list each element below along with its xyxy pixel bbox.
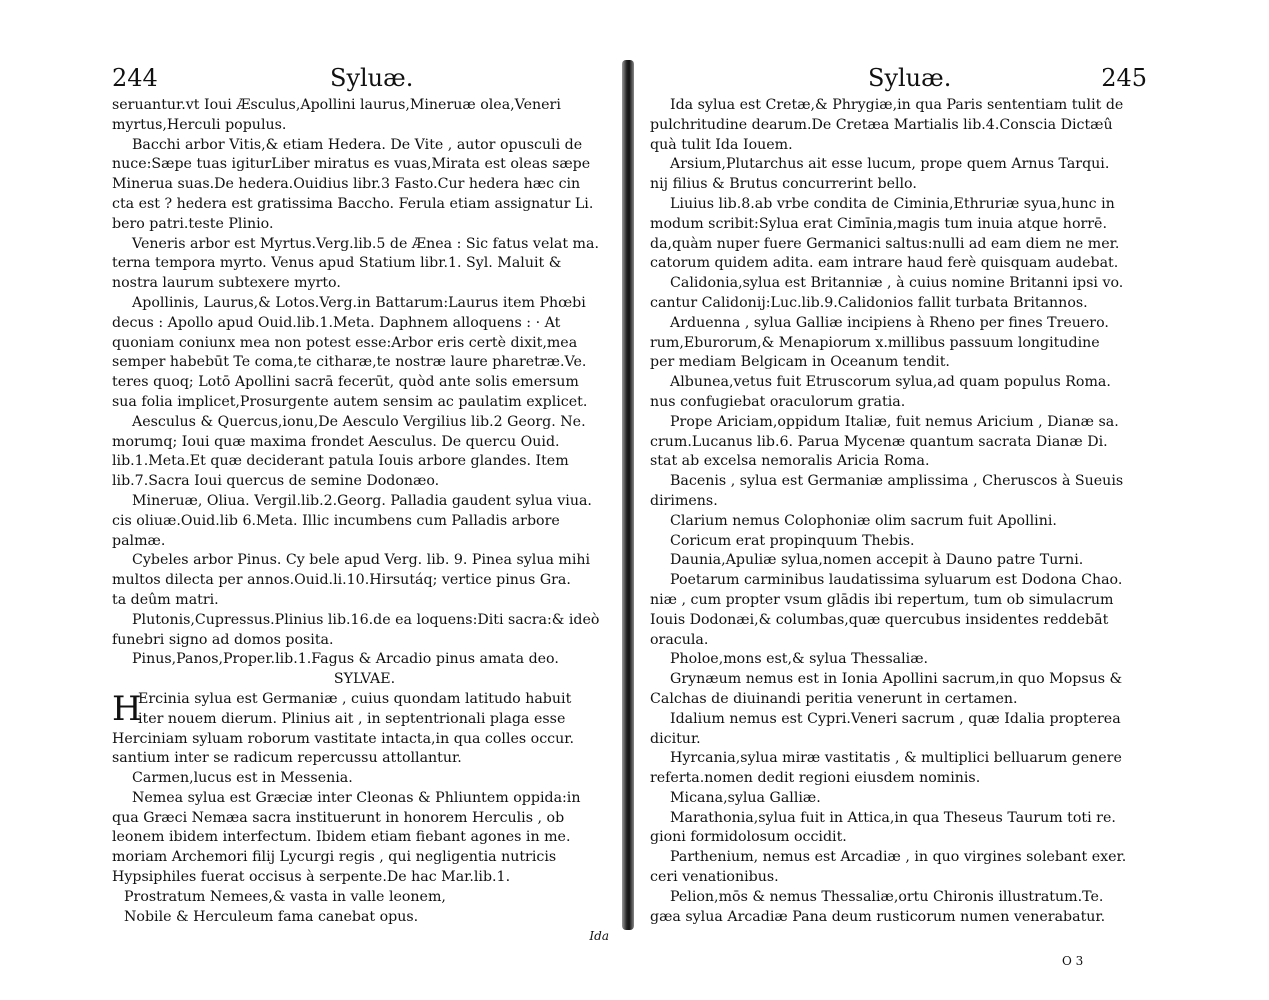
text-line: stat ab excelsa nemoralis Aricia Roma. bbox=[650, 453, 930, 470]
text-line: cis oliuæ.Ouid.lib 6.Meta. Illic incumbens cum Palladis arbore bbox=[112, 512, 560, 529]
text-line: Prope Ariciam,oppidum Italiæ, fuit nemus Aricium , Dianæ sa. bbox=[670, 413, 1119, 430]
left-page bbox=[112, 62, 617, 943]
text-line: Hyrcania,sylua miræ vastitatis , & multiplici belluarum genere bbox=[670, 750, 1122, 767]
text-line: Veneris arbor est Myrtus.Verg.lib.5 de Ænea : Sic fatus velat ma. bbox=[132, 235, 599, 252]
text-line: referta.nomen dedit regioni eiusdem nominis. bbox=[650, 770, 981, 787]
text-line: morumq; Ioui quæ maxima frondet Aesculus. De quercu Ouid. bbox=[112, 433, 560, 450]
text-line: Carmen,lucus est in Messenia. bbox=[132, 770, 353, 787]
text-line: dicitur. bbox=[650, 730, 701, 747]
text-line: catorum quidem adita. eam intrare haud ferè quisquam audebat. bbox=[650, 255, 1119, 272]
left-page-text bbox=[112, 96, 617, 927]
page-number-left: 244 bbox=[112, 64, 158, 92]
text-line: Arduenna , sylua Galliæ incipiens à Rheno per fines Treuero. bbox=[670, 314, 1109, 331]
text-line: gæa sylua Arcadiæ Pana deum rusticorum numen venerabatur. bbox=[650, 908, 1106, 925]
text-line: Prostratum Nemees,& vasta in valle leonem, bbox=[124, 888, 446, 905]
text-line-content: Ercinia sylua est Germaniæ , cuius quondam latitudo habuit bbox=[138, 690, 572, 707]
text-line: Bacchi arbor Vitis,& etiam Hedera. De Vite , autor opusculi de bbox=[132, 136, 583, 153]
text-line: modum scribit:Sylua erat Cimīnia,magis tum inuia atque horrē. bbox=[650, 215, 1107, 232]
text-line: nij filius & Brutus concurrerint bello. bbox=[650, 176, 917, 193]
text-line: quà tulit Ida Iouem. bbox=[650, 136, 793, 153]
text-line: SYLVAE. bbox=[333, 671, 396, 688]
text-line: funebri signo ad domos posita. bbox=[112, 631, 334, 648]
text-line: palmæ. bbox=[112, 532, 166, 549]
text-line: Plutonis,Cupressus.Plinius lib.16.de ea loquens:Diti sacra:& ideò bbox=[132, 611, 600, 628]
text-line: semper habebūt Te coma,te citharæ,te nostræ laure pharetræ.Ve. bbox=[112, 354, 587, 371]
text-line: leonem ibidem interfectum. Ibidem etiam fiebant agones in me. bbox=[112, 829, 571, 846]
text-line: teres quoq; Lotō Apollini sacrā fecerūt, quòd ante solis emersum bbox=[112, 374, 579, 391]
text-line: Herciniam syluam roborum vastitate intacta,in qua colles occur. bbox=[112, 730, 574, 747]
text-line: gioni formidolosum occidit. bbox=[650, 829, 847, 846]
text-line: niæ , cum propter vsum glādis ibi repertum, tum ob simulacrum bbox=[650, 591, 1114, 608]
right-page-text bbox=[650, 96, 1135, 927]
text-line: Clarium nemus Colophoniæ olim sacrum fuit Apollini. bbox=[670, 512, 1057, 529]
running-head-left: Syluæ. bbox=[330, 64, 414, 92]
text-line: Aesculus & Quercus,ionu,De Aesculo Vergilius lib.2 Georg. Ne. bbox=[132, 413, 586, 430]
text-line: myrtus,Herculi populus. bbox=[112, 116, 287, 133]
text-line: dirimens. bbox=[650, 492, 718, 509]
text-line: ceri venationibus. bbox=[650, 869, 779, 886]
text-line: Parthenium, nemus est Arcadiæ , in quo virgines solebant exer. bbox=[670, 849, 1127, 866]
text-line: cta est ? hedera est gratissima Baccho. Ferula etiam assignatur Li. bbox=[112, 195, 594, 212]
text-line: Liuius lib.8.ab vrbe condita de Ciminia,Ethruriæ syua,hunc in bbox=[670, 195, 1115, 212]
text-line: Micana,sylua Galliæ. bbox=[670, 789, 821, 806]
running-head-right: Syluæ. bbox=[868, 64, 952, 92]
text-line: bero patri.teste Plinio. bbox=[112, 215, 274, 232]
text-line: nuce:Sæpe tuas igiturLiber miratus es vuas,Mirata est oleas sæpe bbox=[112, 156, 591, 173]
text-line: Nemea sylua est Græciæ inter Cleonas & Phliuntem oppida:in bbox=[132, 789, 581, 806]
text-line: crum.Lucanus lib.6. Parua Mycenæ quantum sacrata Dianæ Di. bbox=[650, 433, 1108, 450]
text-line: Calchas de diuinandi peritia venerunt in certamen. bbox=[650, 690, 1018, 707]
catchword: Ida bbox=[589, 929, 609, 944]
right-page bbox=[650, 62, 1147, 968]
text-line: Daunia,Apuliæ sylua,nomen accepit à Dauno patre Turni. bbox=[670, 552, 1084, 569]
text-line: Arsium,Plutarchus ait esse lucum, prope quem Arnus Tarqui. bbox=[670, 156, 1110, 173]
text-line: nostra laurum subtexere myrto. bbox=[112, 275, 341, 292]
text-line: ta deûm matri. bbox=[112, 591, 219, 608]
right-page-header bbox=[650, 62, 1147, 94]
text-line: Mineruæ, Oliua. Vergil.lib.2.Georg. Palladia gaudent sylua viua. bbox=[132, 492, 592, 509]
text-line: Albunea,vetus fuit Etruscorum sylua,ad quam populus Roma. bbox=[670, 374, 1111, 391]
text-line: multos dilecta per annos.Ouid.li.10.Hirsutáq; vertice pinus Gra. bbox=[112, 572, 571, 589]
text-line: Iouis Dodonæi,& columbas,quæ quercubus insidentes reddebāt bbox=[650, 611, 1109, 628]
signature-mark: O 3 bbox=[1062, 954, 1084, 968]
left-page-header bbox=[112, 62, 617, 94]
text-line-content: iter nouem dierum. Plinius ait , in septentrionali plaga esse bbox=[138, 710, 566, 727]
text-line: quoniam coniunx mea non potest esse:Arbor eris certè dixit,mea bbox=[112, 334, 578, 351]
text-line: Poetarum carminibus laudatissima syluarum est Dodona Chao. bbox=[670, 572, 1123, 589]
text-line: decus : Apollo apud Ouid.lib.1.Meta. Daphnem alloquens : · At bbox=[112, 314, 561, 331]
text-line: terna tempora myrto. Venus apud Statium libr.1. Syl. Maluit & bbox=[112, 255, 562, 272]
text-line: per mediam Belgicam in Oceanum tendit. bbox=[650, 354, 950, 371]
text-line: moriam Archemori filij Lycurgi regis , qui negligentia nutricis bbox=[112, 849, 557, 866]
text-line: Pinus,Panos,Proper.lib.1.Fagus & Arcadio pinus amata deo. bbox=[132, 651, 559, 668]
text-line: Cybeles arbor Pinus. Cy bele apud Verg. lib. 9. Pinea sylua mihi bbox=[132, 552, 591, 569]
text-line: sua folia implicet,Prosurgente autem sensim ac paulatim explicet. bbox=[112, 393, 588, 410]
text-line: Nobile & Herculeum fama canebat opus. bbox=[124, 908, 419, 925]
text-line bbox=[112, 710, 617, 730]
text-line: lib.1.Meta.Et quæ deciderant patula Iouis arbore glandes. Item bbox=[112, 453, 569, 470]
text-line: Hypsiphiles fuerat occisus à serpente.De hac Mar.lib.1. bbox=[112, 869, 511, 886]
book-gutter bbox=[622, 60, 634, 930]
text-line: Pholoe,mons est,& sylua Thessaliæ. bbox=[670, 651, 929, 668]
text-line: oracula. bbox=[650, 631, 709, 648]
text-line: lib.7.Sacra Ioui quercus de semine Dodonæo. bbox=[112, 473, 440, 490]
text-line: santium inter se radicum repercussu attollantur. bbox=[112, 750, 462, 767]
text-line: Marathonia,sylua fuit in Attica,in qua Theseus Taurum toti re. bbox=[670, 809, 1116, 826]
text-line: Bacenis , sylua est Germaniæ amplissima , Cheruscos à Sueuis bbox=[670, 473, 1124, 490]
text-line: Ida sylua est Cretæ,& Phrygiæ,in qua Paris sententiam tulit de bbox=[670, 97, 1124, 113]
text-line: da,quàm nuper fuere Germanici saltus:nulli ad eam diem ne mer. bbox=[650, 235, 1120, 252]
text-line: Idalium nemus est Cypri.Veneri sacrum , quæ Idalia propterea bbox=[670, 710, 1121, 727]
text-line: cantur Calidonij:Luc.lib.9.Calidonios fallit turbata Britannos. bbox=[650, 294, 1088, 311]
text-line: pulchritudine dearum.De Cretæa Martialis lib.4.Conscia Dictæû bbox=[650, 116, 1113, 133]
text-line: Grynæum nemus est in Ionia Apollini sacrum,in quo Mopsus & bbox=[670, 671, 1123, 688]
text-line: Minerua suas.De hedera.Ouidius libr.3 Fasto.Cur hedera hæc cin bbox=[112, 176, 581, 193]
text-line: Pelion,mōs & nemus Thessaliæ,ortu Chironis illustratum.Te. bbox=[670, 888, 1104, 905]
text-line: rum,Eburorum,& Menapiorum x.millibus passuum longitudine bbox=[650, 334, 1100, 351]
text-line: Apollinis, Laurus,& Lotos.Verg.in Battarum:Laurus item Phœbi bbox=[132, 294, 586, 311]
page-number-right: 245 bbox=[1101, 64, 1147, 92]
text-line: qua Græci Nemæa sacra instituerunt in honorem Herculis , ob bbox=[112, 809, 565, 826]
text-line: nus confugiebat oraculorum gratia. bbox=[650, 393, 906, 410]
drop-cap: H bbox=[112, 688, 142, 729]
text-line: Calidonia,sylua est Britanniæ , à cuius nomine Britanni ipsi vo. bbox=[670, 275, 1124, 292]
text-line: Coricum erat propinquum Thebis. bbox=[670, 532, 915, 549]
text-line: seruantur.vt Ioui Æsculus,Apollini laurus,Mineruæ olea,Veneri bbox=[112, 97, 561, 113]
